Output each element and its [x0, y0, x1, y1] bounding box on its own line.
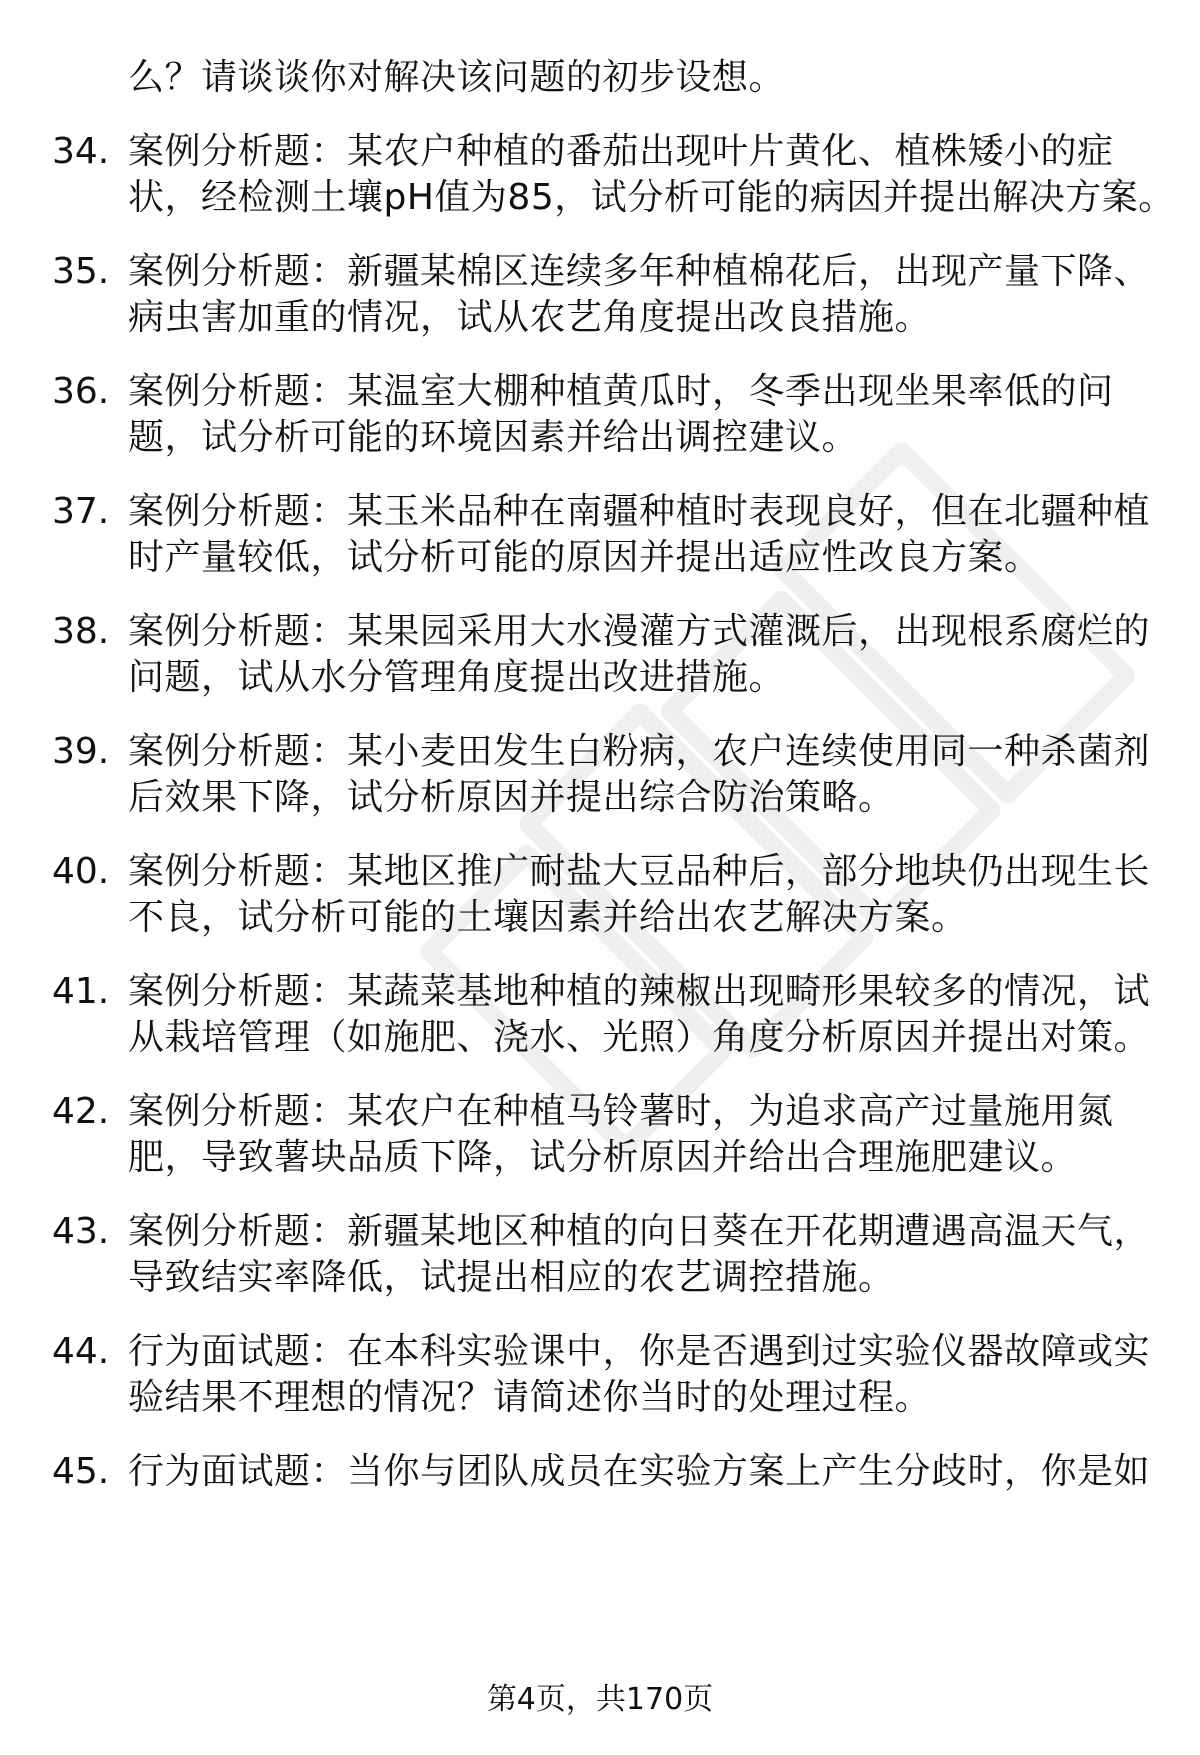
question-line: 不良，试分析可能的土壤因素并给出农艺解决方案。 [128, 897, 968, 938]
question-line: 肥，导致薯块品质下降，试分析原因并给出合理施肥建议。 [128, 1137, 1078, 1178]
question-number: 44. [52, 1331, 110, 1372]
question-line: 案例分析题：某蔬菜基地种植的辣椒出现畸形果较多的情况，试 [128, 971, 1151, 1012]
question-line: 状，经检测土壤pH值为85，试分析可能的病因并提出解决方案。 [128, 177, 1175, 218]
continuation-text: 么？请谈谈你对解决该问题的初步设想。 [128, 57, 786, 98]
question-number: 39. [52, 731, 110, 772]
question-line: 验结果不理想的情况？请简述你当时的处理过程。 [128, 1377, 932, 1418]
question-number: 36. [52, 371, 110, 412]
question-number: 42. [52, 1091, 110, 1132]
question-number: 45. [52, 1451, 110, 1492]
question-line: 案例分析题：新疆某棉区连续多年种植棉花后，出现产量下降、 [128, 251, 1151, 292]
question-line: 案例分析题：某温室大棚种植黄瓜时，冬季出现坐果率低的问 [128, 371, 1114, 412]
question-line: 案例分析题：某果园采用大水漫灌方式灌溉后，出现根系腐烂的 [128, 611, 1151, 652]
question-number: 38. [52, 611, 110, 652]
question-line: 题，试分析可能的环境因素并给出调控建议。 [128, 417, 859, 458]
question-line: 行为面试题：在本科实验课中，你是否遇到过实验仪器故障或实 [128, 1331, 1151, 1372]
question-line: 案例分析题：某农户在种植马铃薯时，为追求高产过量施用氮 [128, 1091, 1114, 1132]
question-line: 从栽培管理（如施肥、浇水、光照）角度分析原因并提出对策。 [128, 1017, 1151, 1058]
question-number: 34. [52, 131, 110, 172]
question-number: 37. [52, 491, 110, 532]
question-line: 病虫害加重的情况，试从农艺角度提出改良措施。 [128, 297, 932, 338]
question-line: 案例分析题：新疆某地区种植的向日葵在开花期遭遇高温天气， [128, 1211, 1151, 1252]
question-number: 43. [52, 1211, 110, 1252]
question-line: 案例分析题：某小麦田发生白粉病，农户连续使用同一种杀菌剂 [128, 731, 1151, 772]
question-line: 案例分析题：某农户种植的番茄出现叶片黄化、植株矮小的症 [128, 131, 1114, 172]
question-line: 时产量较低，试分析可能的原因并提出适应性改良方案。 [128, 537, 1041, 578]
question-number: 35. [52, 251, 110, 292]
question-number: 40. [52, 851, 110, 892]
question-line: 导致结实率降低，试提出相应的农艺调控措施。 [128, 1257, 895, 1298]
question-line: 行为面试题：当你与团队成员在实验方案上产生分歧时，你是如 [128, 1451, 1151, 1492]
question-line: 案例分析题：某玉米品种在南疆种植时表现良好，但在北疆种植 [128, 491, 1151, 532]
question-line: 案例分析题：某地区推广耐盐大豆品种后，部分地块仍出现生长 [128, 851, 1151, 892]
page-number: 第4页，共170页 [486, 1682, 714, 1717]
question-line: 问题，试从水分管理角度提出改进措施。 [128, 657, 786, 698]
question-line: 后效果下降，试分析原因并提出综合防治策略。 [128, 777, 895, 818]
question-number: 41. [52, 971, 110, 1012]
